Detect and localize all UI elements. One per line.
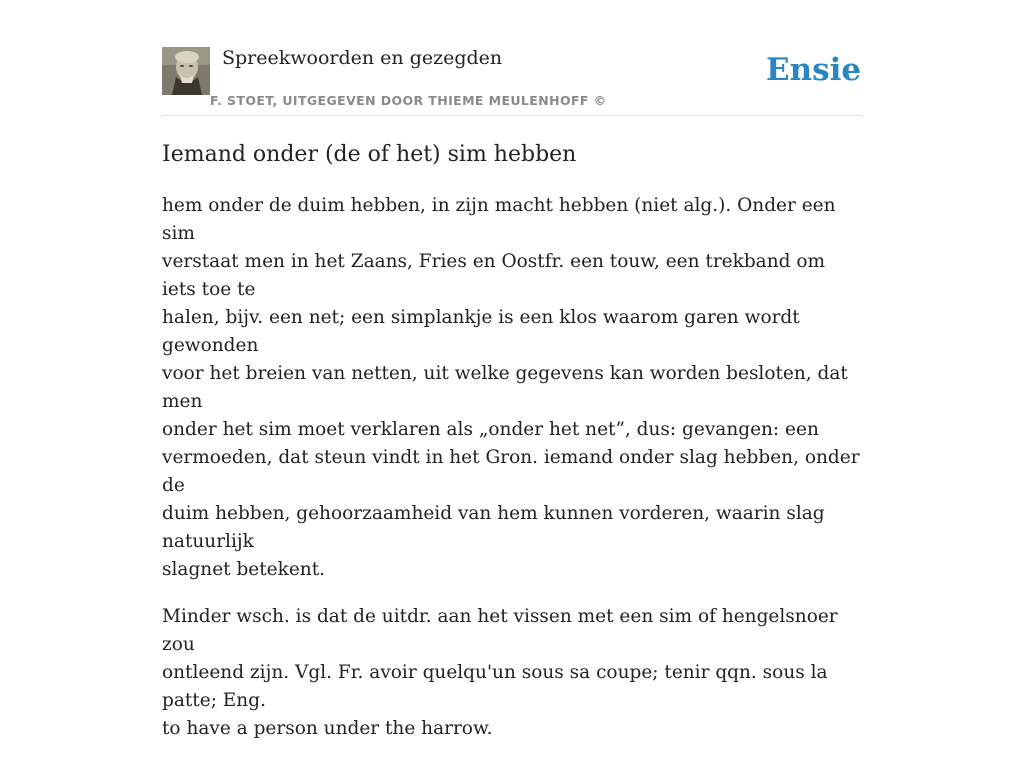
source-title[interactable]: Spreekwoorden en gezegden	[222, 47, 503, 69]
portrait-image	[162, 47, 210, 95]
text-line: vermoeden, dat steun vindt in het Gron. iemand onder slag hebben, onder de	[162, 447, 860, 496]
author-avatar[interactable]	[162, 47, 210, 95]
entry-body	[162, 192, 862, 762]
text-line: slagnet betekent.	[162, 559, 326, 580]
entry-headword: Iemand onder (de of het) sim hebben	[162, 142, 577, 167]
entry-paragraph	[162, 603, 862, 743]
ensie-logo[interactable]: Ensie	[766, 52, 862, 88]
text-line: Minder wsch. is dat de uitdr. aan het vissen met een sim of hengelsnoer zou	[162, 606, 838, 655]
text-line: duim hebben, gehoorzaamheid van hem kunnen vorderen, waarin slag natuurlijk	[162, 503, 825, 552]
text-line: voor het breien van netten, uit welke gegevens kan worden besloten, dat men	[162, 363, 848, 412]
text-line: halen, bijv. een net; een simplankje is een klos waarom garen wordt gewonden	[162, 307, 800, 356]
text-line: ontleend zijn. Vgl. Fr. avoir quelqu'un sous sa coupe; tenir qqn. sous la patte; Eng.	[162, 662, 828, 711]
source-author: F. STOET, UITGEGEVEN DOOR THIEME MEULENHOFF ©	[210, 93, 607, 108]
text-line: onder het sim moet verklaren als „onder het net”, dus: gevangen: een	[162, 419, 819, 440]
header-divider	[162, 115, 862, 116]
entry-paragraph	[162, 192, 862, 584]
text-line: verstaat men in het Zaans, Fries en Oostfr. een touw, een trekband om iets toe te	[162, 251, 826, 300]
text-line: hem onder de duim hebben, in zijn macht hebben (niet alg.). Onder een sim	[162, 195, 836, 244]
text-line: to have a person under the harrow.	[162, 718, 493, 739]
